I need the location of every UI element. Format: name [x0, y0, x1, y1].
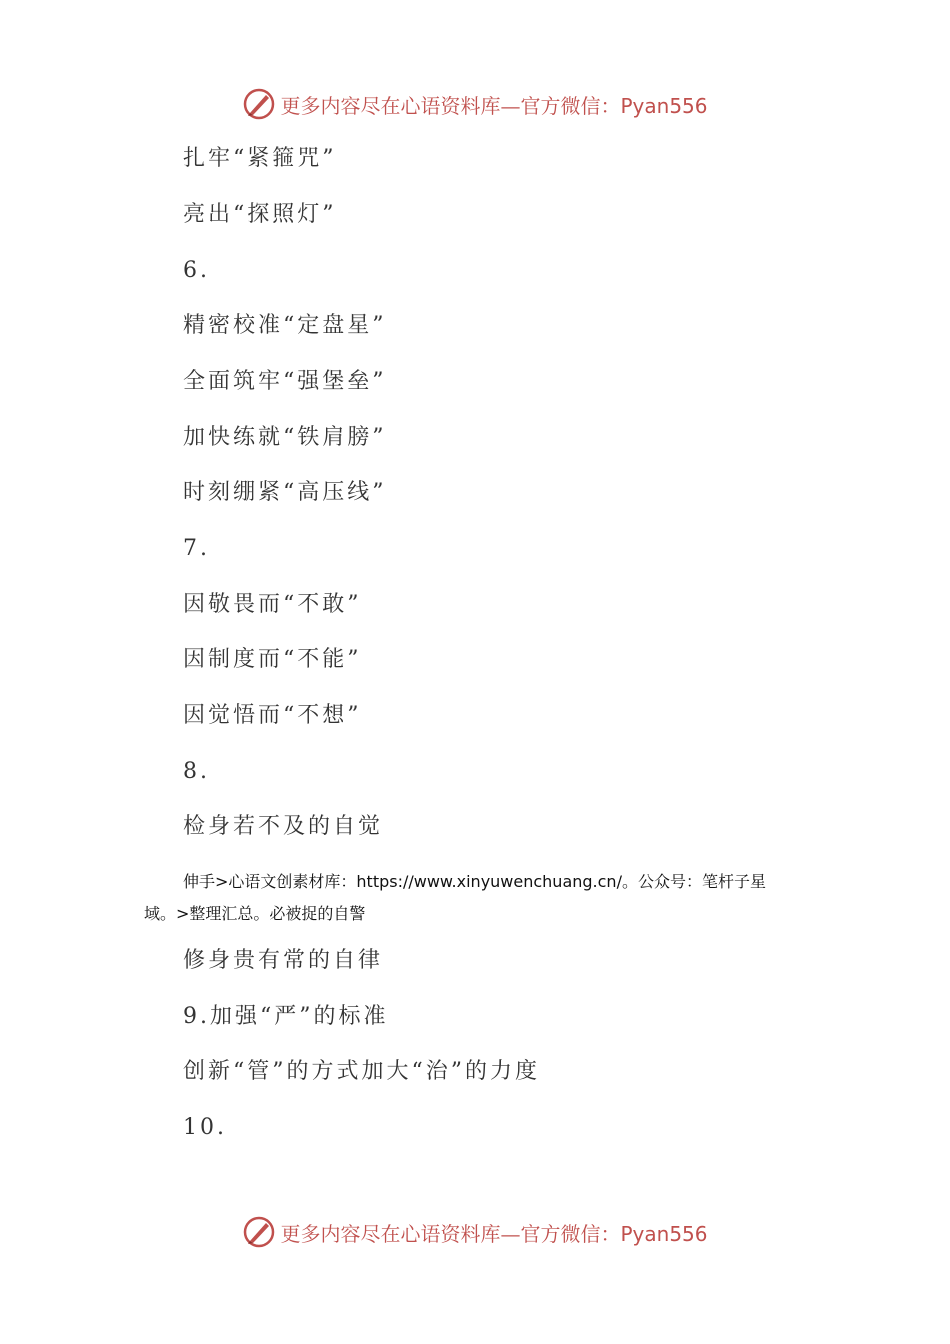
header-banner-text: 更多内容尽在心语资料库—官方微信：Pyan556: [280, 93, 708, 118]
body-line: 扎牢“紧箍咒”: [183, 146, 337, 171]
body-line: 亮出“探照灯”: [183, 202, 337, 227]
quill-logo-icon: [242, 1215, 276, 1249]
inline-note-line-2: 域。>整理汇总。必被捉的自警: [144, 904, 366, 923]
body-line: 9.加强“严”的标准: [183, 1004, 389, 1029]
footer-banner-handle: Pyan556: [620, 1221, 708, 1246]
body-line: 全面筑牢“强堡垒”: [183, 369, 387, 394]
section-number: 10.: [183, 1115, 227, 1140]
inline-watermark-note: [144, 866, 814, 930]
quill-logo-icon: [242, 87, 276, 121]
body-line: 因敬畏而“不敢”: [183, 592, 362, 617]
inline-note-line-1: 伸手>心语文创素材库：https://www.xinyuwenchuang.cn/。公众号：笔杆子星: [183, 872, 766, 891]
body-line: 创新“管”的方式加大“治”的力度: [183, 1059, 540, 1084]
header-banner: [0, 82, 950, 126]
body-line: 修身贵有常的自律: [183, 948, 384, 973]
body-line: 因觉悟而“不想”: [183, 703, 362, 728]
section-number: 7.: [183, 536, 210, 561]
header-banner-handle: Pyan556: [620, 93, 708, 118]
section-number: 6.: [183, 258, 210, 283]
footer-banner: [0, 1210, 950, 1254]
footer-banner-text: 更多内容尽在心语资料库—官方微信：Pyan556: [280, 1221, 708, 1246]
body-line: 时刻绷紧“高压线”: [183, 480, 387, 505]
body-line: 精密校准“定盘星”: [183, 313, 387, 338]
body-line: 检身若不及的自觉: [183, 814, 384, 839]
body-line: 加快练就“铁肩膀”: [183, 425, 387, 450]
section-number: 8.: [183, 759, 210, 784]
body-line: 因制度而“不能”: [183, 647, 362, 672]
